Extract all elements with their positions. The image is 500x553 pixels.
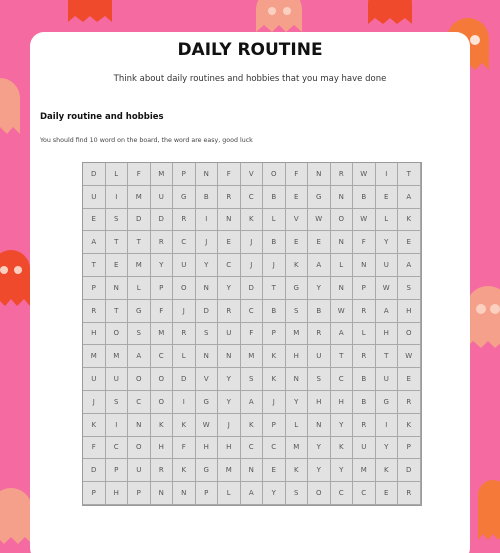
board-cell[interactable]: T [128,231,151,254]
board-cell[interactable]: N [331,277,354,300]
board-cell[interactable]: J [173,300,196,323]
board-cell[interactable]: P [83,277,106,300]
board-cell[interactable]: I [376,414,399,437]
board-cell[interactable]: H [196,437,219,460]
board-cell[interactable]: D [398,459,421,482]
ghost-icon [0,488,32,544]
ghost-icon [0,250,30,306]
board-cell[interactable]: H [331,391,354,414]
board-cell[interactable]: K [398,414,421,437]
ghost-icon [478,480,500,540]
board-cell[interactable]: U [128,459,151,482]
board-cell[interactable]: E [218,231,241,254]
board-cell[interactable]: O [128,437,151,460]
board-cell[interactable]: H [83,323,106,346]
board-cell[interactable]: V [196,368,219,391]
board-cell[interactable]: R [353,345,376,368]
board-cell[interactable]: S [286,300,309,323]
board-cell[interactable]: K [173,414,196,437]
board-cell[interactable]: K [241,414,264,437]
board-cell[interactable]: P [151,277,174,300]
board-cell[interactable]: A [331,323,354,346]
board-cell[interactable]: K [331,437,354,460]
board-cell[interactable]: N [151,482,174,505]
board-cell[interactable]: U [173,254,196,277]
board-cell[interactable]: C [353,482,376,505]
board-cell[interactable]: N [286,368,309,391]
board-cell[interactable]: B [263,300,286,323]
board-cell[interactable]: M [353,459,376,482]
board-cell[interactable]: H [308,391,331,414]
board-cell[interactable]: L [353,323,376,346]
board-cell[interactable]: I [106,414,129,437]
board-cell[interactable]: F [128,163,151,186]
board-cell[interactable]: C [263,437,286,460]
board-cell[interactable]: E [376,482,399,505]
board-cell[interactable]: M [286,437,309,460]
board-cell[interactable]: C [106,437,129,460]
board-cell[interactable]: Y [308,459,331,482]
board-cell[interactable]: M [218,459,241,482]
board-cell[interactable]: W [398,345,421,368]
board-cell[interactable]: C [128,391,151,414]
board-cell[interactable]: U [376,254,399,277]
board-cell[interactable]: N [196,277,219,300]
board-cell[interactable]: Y [308,277,331,300]
board-cell[interactable]: F [286,163,309,186]
board-cell[interactable]: E [398,231,421,254]
board-cell[interactable]: L [218,482,241,505]
board-cell[interactable]: O [151,368,174,391]
board-cell[interactable]: E [286,231,309,254]
board-cell[interactable]: N [106,277,129,300]
board-cell[interactable]: P [173,163,196,186]
board-cell[interactable]: K [286,254,309,277]
board-cell[interactable]: D [128,209,151,232]
board-cell[interactable]: O [106,323,129,346]
board-cell[interactable]: N [196,163,219,186]
board-cell[interactable]: W [353,163,376,186]
board-cell[interactable]: S [398,277,421,300]
board-cell[interactable]: G [128,300,151,323]
board-cell[interactable]: R [173,209,196,232]
board-cell[interactable]: Y [331,459,354,482]
board-cell[interactable]: R [331,163,354,186]
board-cell[interactable]: J [83,391,106,414]
board-cell[interactable]: R [398,391,421,414]
instructions-text: You should find 10 word on the board, the word are easy, good luck [40,137,253,144]
board-cell[interactable]: A [128,345,151,368]
board-cell[interactable]: P [83,482,106,505]
board-cell[interactable]: A [83,231,106,254]
word-search-board[interactable] [82,162,422,506]
board-cell[interactable]: D [173,368,196,391]
board-cell[interactable]: M [83,345,106,368]
board-cell[interactable]: N [128,414,151,437]
board-cell[interactable]: U [83,186,106,209]
board-cell[interactable]: H [398,300,421,323]
content-card [30,32,470,553]
board-cell[interactable]: K [398,209,421,232]
board-cell[interactable]: M [128,186,151,209]
board-cell[interactable]: D [83,459,106,482]
board-cell[interactable]: G [196,391,219,414]
board-cell[interactable]: F [173,437,196,460]
board-cell[interactable]: W [353,209,376,232]
page-title: DAILY ROUTINE [177,40,323,60]
board-cell[interactable]: N [173,482,196,505]
board-cell[interactable]: E [308,231,331,254]
board-cell[interactable]: N [353,254,376,277]
board-cell[interactable]: Y [331,414,354,437]
board-cell[interactable]: S [241,368,264,391]
board-cell[interactable]: A [398,186,421,209]
board-cell[interactable]: B [263,231,286,254]
board-cell[interactable]: C [218,254,241,277]
board-cell[interactable]: J [218,414,241,437]
board-cell[interactable]: D [151,209,174,232]
board-cell[interactable]: L [173,345,196,368]
board-cell[interactable]: F [83,437,106,460]
ghost-icon [256,0,302,32]
board-cell[interactable]: B [353,186,376,209]
board-cell[interactable]: F [241,323,264,346]
board-cell[interactable]: I [106,186,129,209]
board-cell[interactable]: H [151,437,174,460]
board-cell[interactable]: R [218,300,241,323]
board-cell[interactable]: K [376,459,399,482]
board-cell[interactable]: L [128,277,151,300]
board-cell[interactable]: L [286,414,309,437]
board-cell[interactable]: U [376,368,399,391]
board-cell[interactable]: A [308,254,331,277]
board-cell[interactable]: R [308,323,331,346]
board-cell[interactable]: Y [286,391,309,414]
board-cell[interactable]: E [106,254,129,277]
board-cell[interactable]: D [241,277,264,300]
board-cell[interactable]: L [331,254,354,277]
board-cell[interactable]: T [106,300,129,323]
board-cell[interactable]: D [196,300,219,323]
board-cell[interactable]: F [353,231,376,254]
board-cell[interactable]: M [286,323,309,346]
ghost-icon [0,78,20,134]
board-cell[interactable]: E [286,186,309,209]
board-cell[interactable]: U [218,323,241,346]
board-cell[interactable]: L [106,163,129,186]
board-cell[interactable]: S [128,323,151,346]
board-cell[interactable]: Y [218,277,241,300]
board-cell[interactable]: K [286,459,309,482]
board-cell[interactable]: G [173,186,196,209]
ghost-icon [68,0,112,22]
board-cell[interactable]: S [286,482,309,505]
board-cell[interactable]: M [106,345,129,368]
board-cell[interactable]: R [353,414,376,437]
board-cell[interactable]: O [263,163,286,186]
board-cell[interactable]: C [151,345,174,368]
board-cell[interactable]: U [83,368,106,391]
board-cell[interactable]: C [331,482,354,505]
board-cell[interactable]: K [173,459,196,482]
board-cell[interactable]: W [308,209,331,232]
board-cell[interactable]: M [151,323,174,346]
board-cell[interactable]: O [128,368,151,391]
board-cell[interactable]: O [151,391,174,414]
board-cell[interactable]: Y [218,391,241,414]
board-cell[interactable]: N [308,163,331,186]
board-cell[interactable]: K [241,209,264,232]
board-cell[interactable]: I [173,391,196,414]
board-cell[interactable]: P [128,482,151,505]
board-cell[interactable]: O [398,323,421,346]
ghost-icon [466,286,500,348]
board-cell[interactable]: H [376,323,399,346]
board-cell[interactable]: N [308,414,331,437]
board-cell[interactable]: S [308,368,331,391]
board-cell[interactable]: Y [218,368,241,391]
board-cell[interactable]: I [196,209,219,232]
board-cell[interactable]: B [353,391,376,414]
board-cell[interactable]: B [263,186,286,209]
board-cell[interactable]: O [331,209,354,232]
board-cell[interactable]: G [196,459,219,482]
board-cell[interactable]: R [353,300,376,323]
board-cell[interactable]: T [83,254,106,277]
board-cell[interactable]: F [218,163,241,186]
board-cell[interactable]: M [128,254,151,277]
board-cell[interactable]: N [331,231,354,254]
board-cell[interactable]: P [353,277,376,300]
board-cell[interactable]: B [308,300,331,323]
board-cell[interactable]: A [398,254,421,277]
board-cell[interactable]: G [286,277,309,300]
board-cell[interactable]: N [218,345,241,368]
board-cell[interactable]: U [106,368,129,391]
board-cell[interactable]: C [241,437,264,460]
board-cell[interactable]: K [263,368,286,391]
board-cell[interactable]: C [331,368,354,391]
board-cell[interactable]: V [241,163,264,186]
board-cell[interactable]: R [218,186,241,209]
board-cell[interactable]: R [151,459,174,482]
board-cell[interactable]: W [331,300,354,323]
board-cell[interactable]: V [286,209,309,232]
board-cell[interactable]: J [241,231,264,254]
board-cell[interactable]: E [83,209,106,232]
board-cell[interactable]: B [353,368,376,391]
board-cell[interactable]: W [196,414,219,437]
board-cell[interactable]: D [83,163,106,186]
board-cell[interactable]: R [173,323,196,346]
board-cell[interactable]: W [376,277,399,300]
board-cell[interactable]: J [241,254,264,277]
board-cell[interactable]: N [218,209,241,232]
board-cell[interactable]: G [308,186,331,209]
board-cell[interactable]: P [263,323,286,346]
board-cell[interactable]: H [286,345,309,368]
section-title: Daily routine and hobbies [40,112,164,122]
board-cell[interactable]: P [106,459,129,482]
board-cell[interactable]: Y [151,254,174,277]
board-cell[interactable]: U [353,437,376,460]
board-cell[interactable]: Y [263,482,286,505]
board-cell[interactable]: C [241,300,264,323]
board-cell[interactable]: C [173,231,196,254]
board-cell[interactable]: T [331,345,354,368]
board-cell[interactable]: L [263,209,286,232]
board-cell[interactable]: T [398,163,421,186]
board-cell[interactable]: H [218,437,241,460]
board-cell[interactable]: Y [196,254,219,277]
board-cell[interactable]: E [376,186,399,209]
board-cell[interactable]: U [308,345,331,368]
board-cell[interactable]: A [241,391,264,414]
board-cell[interactable]: N [331,186,354,209]
board-cell[interactable]: P [398,437,421,460]
ghost-icon [368,0,412,24]
board-cell[interactable]: K [83,414,106,437]
board-cell[interactable]: S [106,391,129,414]
board-cell[interactable]: R [83,300,106,323]
board-cell[interactable]: P [196,482,219,505]
board-cell[interactable]: J [263,254,286,277]
board-cell[interactable]: G [376,391,399,414]
board-cell[interactable]: J [263,391,286,414]
board-cell[interactable]: N [241,459,264,482]
board-cell[interactable]: K [151,414,174,437]
page-subtitle: Think about daily routines and hobbies that you may have done [113,74,387,84]
board-cell[interactable]: T [106,231,129,254]
board-cell[interactable]: L [376,209,399,232]
board-cell[interactable]: T [376,345,399,368]
board-cell[interactable]: M [151,163,174,186]
board-cell[interactable]: A [376,300,399,323]
board-cell[interactable]: O [308,482,331,505]
board-cell[interactable]: M [241,345,264,368]
board-cell[interactable]: C [241,186,264,209]
board-cell[interactable]: F [151,300,174,323]
board-cell[interactable]: R [151,231,174,254]
board-cell[interactable]: H [106,482,129,505]
board-cell[interactable]: J [196,231,219,254]
board-cell[interactable]: U [151,186,174,209]
board-cell[interactable]: S [196,323,219,346]
board-cell[interactable]: O [173,277,196,300]
board-cell[interactable]: T [263,277,286,300]
board-cell[interactable]: S [106,209,129,232]
board-cell[interactable]: Y [308,437,331,460]
board-cell[interactable]: Y [376,231,399,254]
board-cell[interactable]: P [263,414,286,437]
board-cell[interactable]: E [398,368,421,391]
board-cell[interactable]: K [263,345,286,368]
board-cell[interactable]: A [241,482,264,505]
board-cell[interactable]: I [376,163,399,186]
board-cell[interactable]: R [398,482,421,505]
board-cell[interactable]: B [196,186,219,209]
board-cell[interactable]: E [263,459,286,482]
board-cell[interactable]: N [196,345,219,368]
board-cell[interactable]: Y [376,437,399,460]
